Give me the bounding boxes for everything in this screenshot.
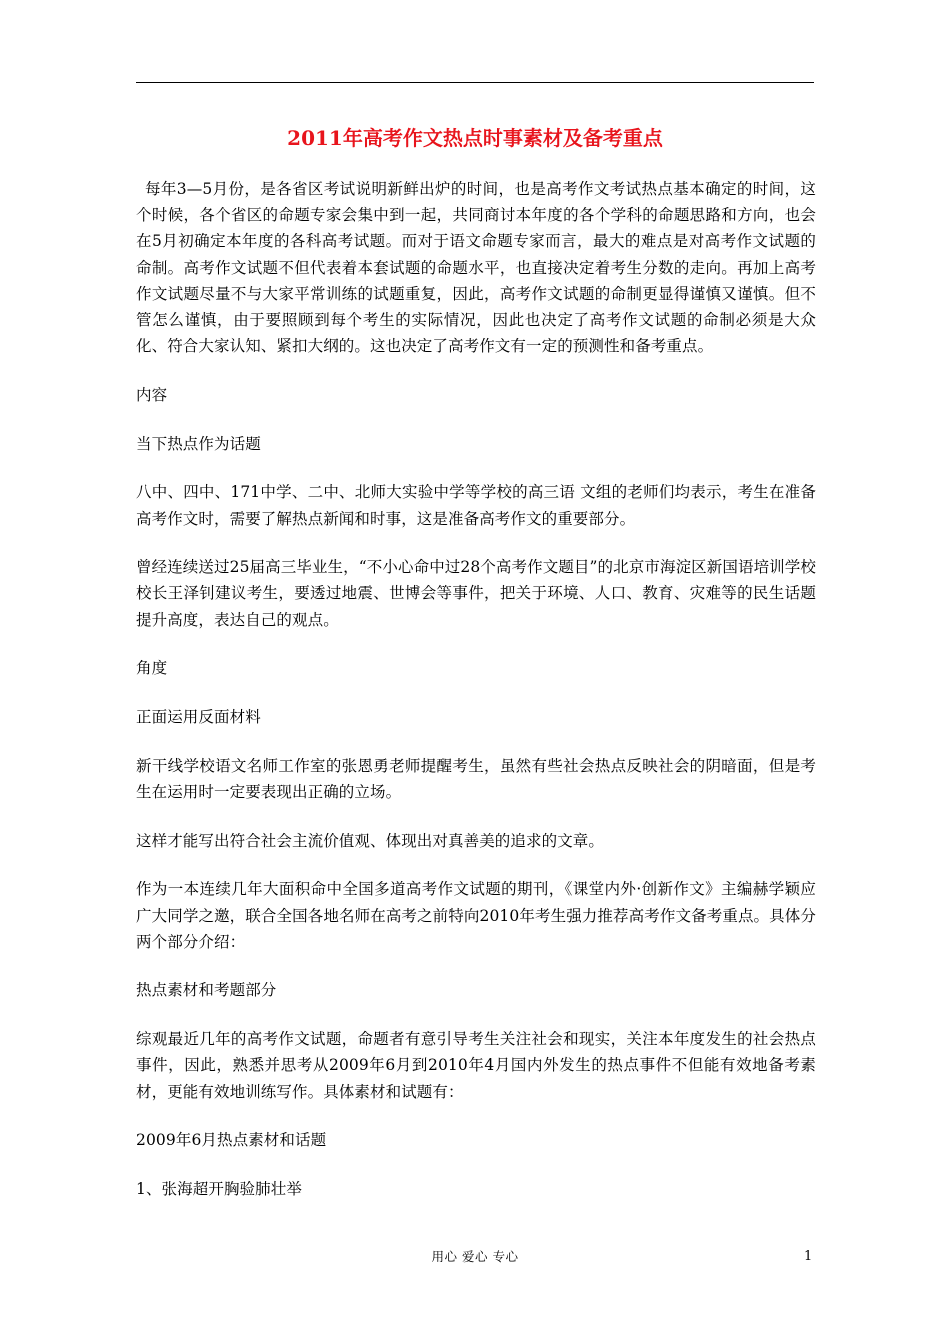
footer-motto: 用心 爱心 专心 — [431, 1249, 519, 1264]
list-item-1: 1、张海超开胸验肺壮举 — [136, 1179, 302, 1198]
page-footer — [0, 1247, 950, 1267]
subheading-positive-use: 正面运用反面材料 — [136, 708, 261, 727]
subheading-june-2009: 2009年6月热点素材和话题 — [136, 1131, 327, 1150]
paragraph-principal-advice: 曾经连续送过25届高三毕业生，“不小心命中过28个高考作文题目”的北京市海淀区新国语培训学校校长王泽钊建议考生，要透过地震、世博会等事件，把关于环境、人口、教育、灾难等的民生话题提升高度，表达自己的观点。 — [136, 558, 816, 629]
paragraph-mainstream-values: 这样才能写出符合社会主流价值观、体现出对真善美的追求的文章。 — [136, 831, 605, 850]
section-heading-content: 内容 — [136, 385, 168, 404]
document-title: 2011年高考作文热点时事素材及备考重点 — [287, 126, 663, 150]
page-number: 1 — [804, 1249, 813, 1264]
document-body — [136, 176, 816, 1225]
section-heading-angle: 角度 — [136, 659, 168, 678]
header-rule — [136, 82, 814, 83]
paragraph-zhang-advice: 新干线学校语文名师工作室的张恩勇老师提醒考生，虽然有些社会热点反映社会的阴暗面，但是考生在运用时一定要表现出正确的立场。 — [136, 756, 816, 801]
intro-paragraph: 每年3—5月份，是各省区考试说明新鲜出炉的时间，也是高考作文考试热点基本确定的时间，这个时候，各个省区的命题专家会集中到一起，共同商讨本年度的各个学科的命题思路和方向，也会在5月初确定本年度的各科高考试题。而对于语文命题专家而言，最大的难点是对高考作文试题的命制。高考作文试题不但代表着本套试题的命题水平，也直接决定着考生分数的走向。再加上高考作文试题尽量不与大家平常训练的试题重复，因此，高考作文试题的命制更显得谨慎又谨慎。但不管怎么谨慎，由于要照顾到每个考生的实际情况，因此也决定了高考作文试题的命制必须是大众化、符合大家认知、紧扣大纲的。这也决定了高考作文有一定的预测性和备考重点。 — [136, 180, 816, 356]
subheading-current-hotspots: 当下热点作为话题 — [136, 434, 261, 453]
paragraph-teachers-advice: 八中、四中、171中学、二中、北师大实验中学等学校的高三语 文组的老师们均表示，考生在准备高考作文时，需要了解热点新闻和时事，这是准备高考作文的重要部分。 — [136, 483, 816, 528]
paragraph-overview: 综观最近几年的高考作文试题，命题者有意引导考生关注社会和现实，关注本年度发生的社会热点事件，因此，熟悉并思考从2009年6月到2010年4月国内外发生的热点事件不但能有效地备考素材，更能有效地训练写作。具体素材和试题有： — [136, 1030, 816, 1101]
section-heading-materials: 热点素材和考题部分 — [136, 981, 277, 1000]
paragraph-magazine-intro: 作为一本连续几年大面积命中全国多道高考作文试题的期刊，《课堂内外·创新作文》主编赫学颖应广大同学之邀，联合全国各地名师在高考之前特向2010年考生强力推荐高考作文备考重点。具体分两个部分介绍： — [136, 880, 816, 951]
